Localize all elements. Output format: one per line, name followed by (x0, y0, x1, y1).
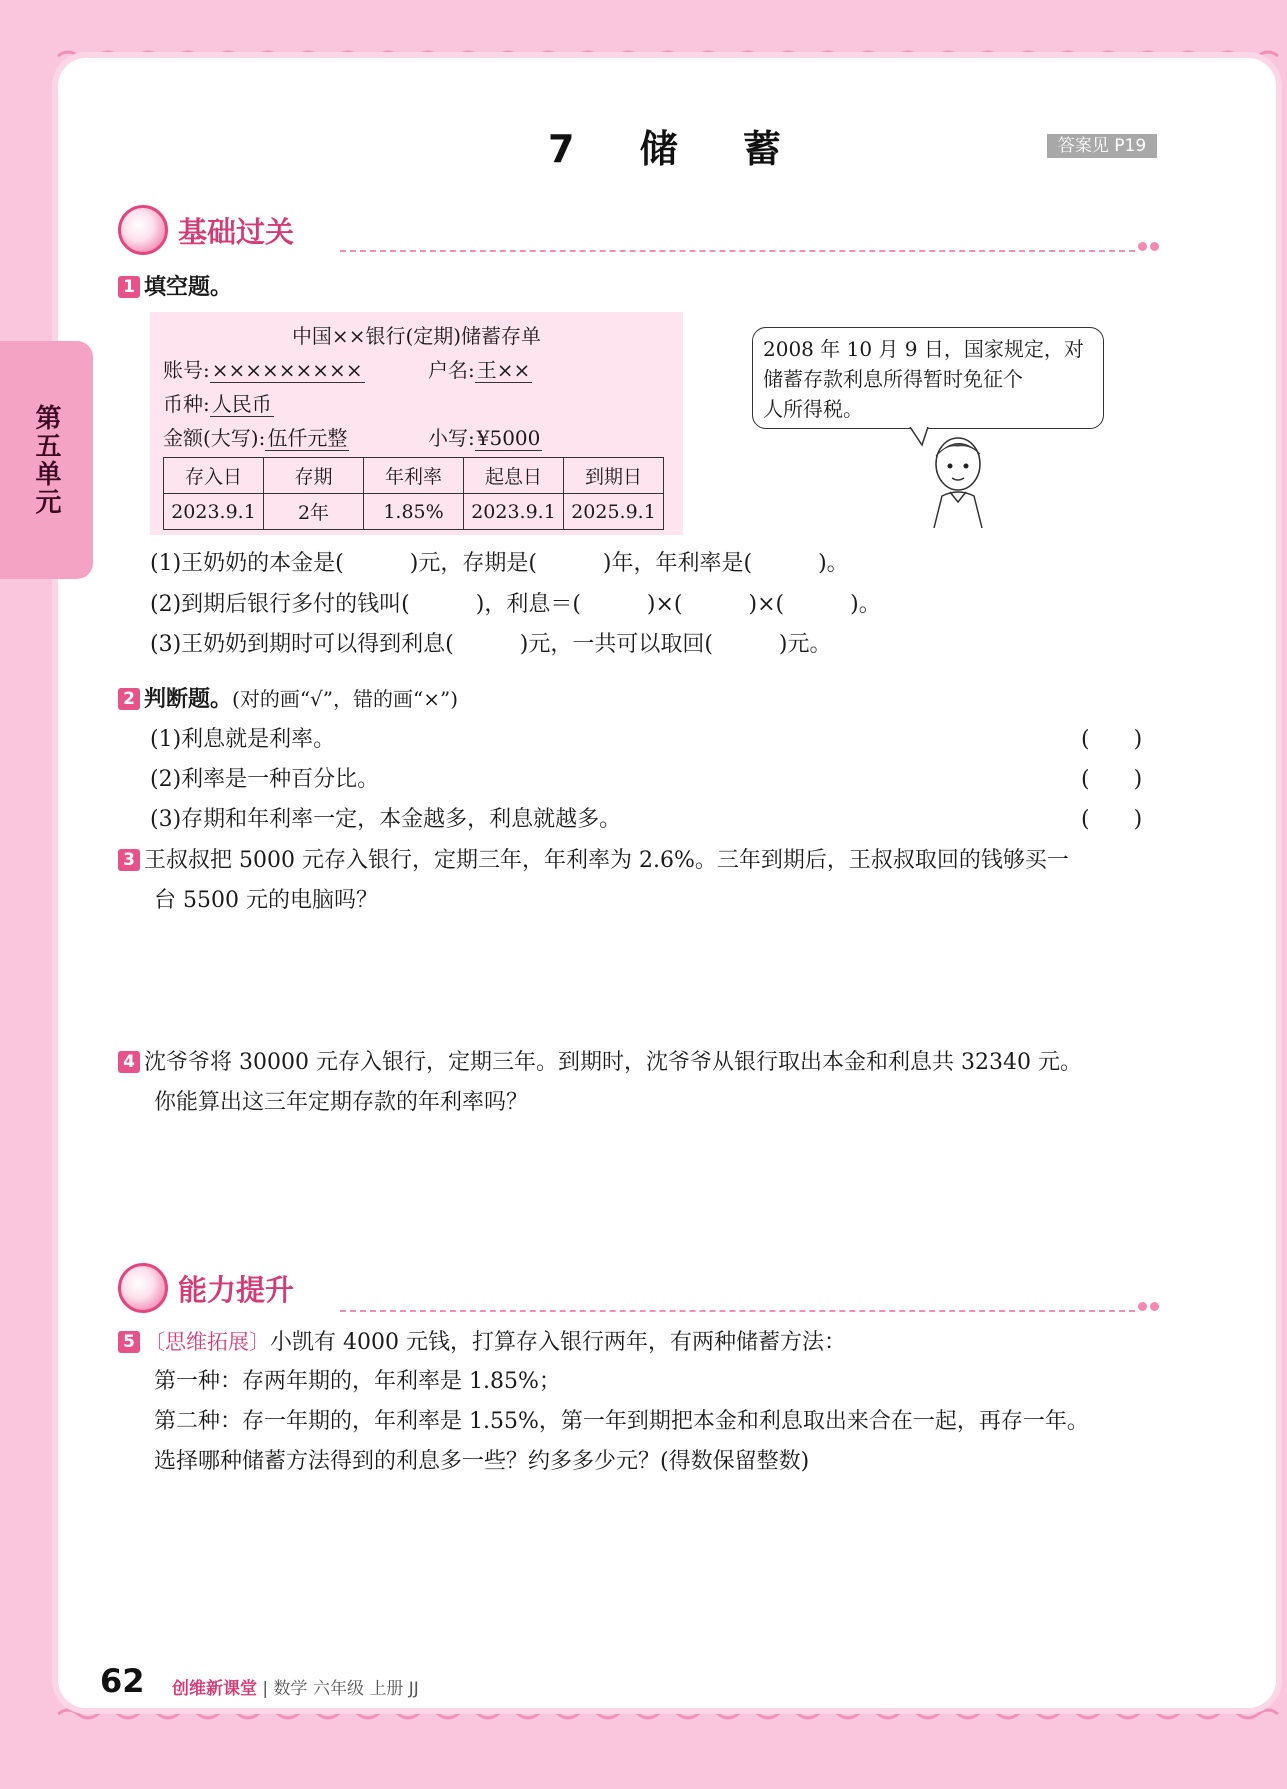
table-header-cell: 起息日 (464, 458, 564, 494)
bottom-wave-border (58, 1706, 1287, 1722)
question-2-item-1: (1)利息就是利率。 (150, 727, 336, 752)
question-1-number: 1 (118, 276, 140, 298)
question-5-line-1 (118, 1322, 846, 1363)
question-2-title: 判断题。 (144, 687, 233, 712)
monkey-face-icon (118, 1263, 168, 1313)
table-cell: 2023.9.1 (164, 494, 264, 530)
currency-value: 人民币 (211, 392, 272, 416)
account-field (163, 354, 365, 383)
question-3-line-2: 台 5500 元的电脑吗？ (154, 888, 378, 913)
section-basic-title: 基础过关 (178, 214, 295, 249)
footer-info (172, 1674, 419, 1699)
deposit-slip (150, 312, 683, 535)
question-1-sub-1: (1)王奶奶的本金是( )元，存期是( )年，年利率是( )。 (150, 551, 849, 576)
child-face-icon (118, 205, 168, 255)
speech-bubble-line: 储蓄存款利息所得暂时免征个 (763, 367, 1023, 391)
answer-paren[interactable]: ( ) (1081, 767, 1143, 792)
question-2-number: 2 (118, 688, 140, 710)
table-cell: 1.85% (364, 494, 464, 530)
table-cell: 2023.9.1 (464, 494, 564, 530)
table-cell: 2年 (264, 494, 364, 530)
footer-brand: 创维新课堂 (172, 1679, 257, 1699)
speech-bubble (752, 327, 1104, 429)
question-5-line-2: 第一种：存两年期的，年利率是 1.85%； (154, 1369, 561, 1394)
question-5-line-3: 第二种：存一年期的，年利率是 1.55%，第一年到期把本金和利息取出来合在一起，再存一年。 (154, 1409, 1089, 1434)
section-basic-divider (340, 250, 1135, 252)
footer-book-info: | 数学 六年级 上册 JJ (262, 1679, 419, 1699)
account-value: ××××××××× (211, 358, 363, 382)
speech-bubble-line: 人所得税。 (763, 397, 863, 421)
section-advanced-title: 能力提升 (178, 1272, 295, 1307)
section-advanced-divider (340, 1310, 1135, 1312)
question-2-note: (对的画“√”，错的画“×”) (232, 687, 459, 711)
page-title: 7 储 蓄 (548, 127, 807, 171)
currency-label: 币种: (163, 392, 210, 416)
table-header-cell: 存入日 (164, 458, 264, 494)
table-header-cell: 年利率 (364, 458, 464, 494)
question-2-item-3: (3)存期和年利率一定，本金越多，利息就越多。 (150, 807, 622, 832)
table-header-cell: 到期日 (564, 458, 664, 494)
currency-field (163, 388, 274, 417)
holder-value: 王×× (476, 358, 531, 382)
table-row (164, 494, 664, 530)
question-3-line-1 (118, 841, 1069, 881)
question-2-heading (118, 679, 458, 720)
table-cell: 2025.9.1 (564, 494, 664, 530)
small-amount-value: ¥5000 (476, 426, 541, 450)
question-4-line-1 (118, 1043, 1082, 1083)
question-5-line-4: 选择哪种储蓄方法得到的利息多一些？约多多少元？(得数保留整数) (154, 1449, 810, 1474)
deposit-slip-title: 中国××银行(定期)储蓄存单 (291, 324, 542, 348)
account-label: 账号: (163, 358, 210, 382)
question-1-heading (118, 270, 232, 301)
question-5-number: 5 (118, 1331, 140, 1353)
question-4-number: 4 (118, 1051, 140, 1073)
holder-field (428, 354, 532, 383)
amount-label: 金额(大写): (163, 426, 266, 450)
question-1-sub-2: (2)到期后银行多付的钱叫( )，利息＝( )×( )×( )。 (150, 592, 881, 617)
section-advanced-dots (1135, 1296, 1159, 1315)
question-4-line-2: 你能算出这三年定期存款的年利率吗？ (154, 1090, 529, 1115)
section-basic-header (118, 205, 294, 255)
unit-side-tab (0, 341, 93, 579)
holder-label: 户名: (428, 358, 475, 382)
deposit-table (163, 457, 664, 530)
amount-field (163, 422, 349, 451)
amount-value: 伍仟元整 (267, 426, 348, 450)
section-advanced-header (118, 1263, 294, 1313)
question-4-text-1: 沈爷爷将 30000 元存入银行，定期三年。到期时，沈爷爷从银行取出本金和利息共 32340 元。 (144, 1050, 1082, 1075)
section-basic-dots (1135, 236, 1159, 255)
question-1-sub-3: (3)王奶奶到期时可以得到利息( )元，一共可以取回( )元。 (150, 632, 832, 657)
boy-illustration (920, 430, 1000, 530)
question-3-number: 3 (118, 849, 140, 871)
question-3-text-1: 王叔叔把 5000 元存入银行，定期三年，年利率为 2.6%。三年到期后，王叔叔取回的钱够买一 (144, 848, 1069, 873)
question-1-title: 填空题。 (144, 275, 233, 300)
answer-paren[interactable]: ( ) (1081, 727, 1143, 752)
question-2-item-2: (2)利率是一种百分比。 (150, 767, 380, 792)
unit-side-tab-label: 第五单元 (31, 404, 61, 516)
table-header-row (164, 458, 664, 494)
speech-bubble-line: 2008 年 10 月 9 日，国家规定，对 (763, 337, 1084, 361)
page-number: 62 (100, 1662, 145, 1700)
table-header-cell: 存期 (264, 458, 364, 494)
question-5-text-1: 小凯有 4000 元钱，打算存入银行两年，有两种储蓄方法： (270, 1330, 846, 1355)
answer-reference-tag: 答案见 P19 (1047, 134, 1157, 158)
question-5-tag: 〔思维拓展〕 (144, 1330, 270, 1354)
small-amount-field (428, 422, 542, 451)
answer-paren[interactable]: ( ) (1081, 807, 1143, 832)
small-amount-label: 小写: (428, 426, 475, 450)
